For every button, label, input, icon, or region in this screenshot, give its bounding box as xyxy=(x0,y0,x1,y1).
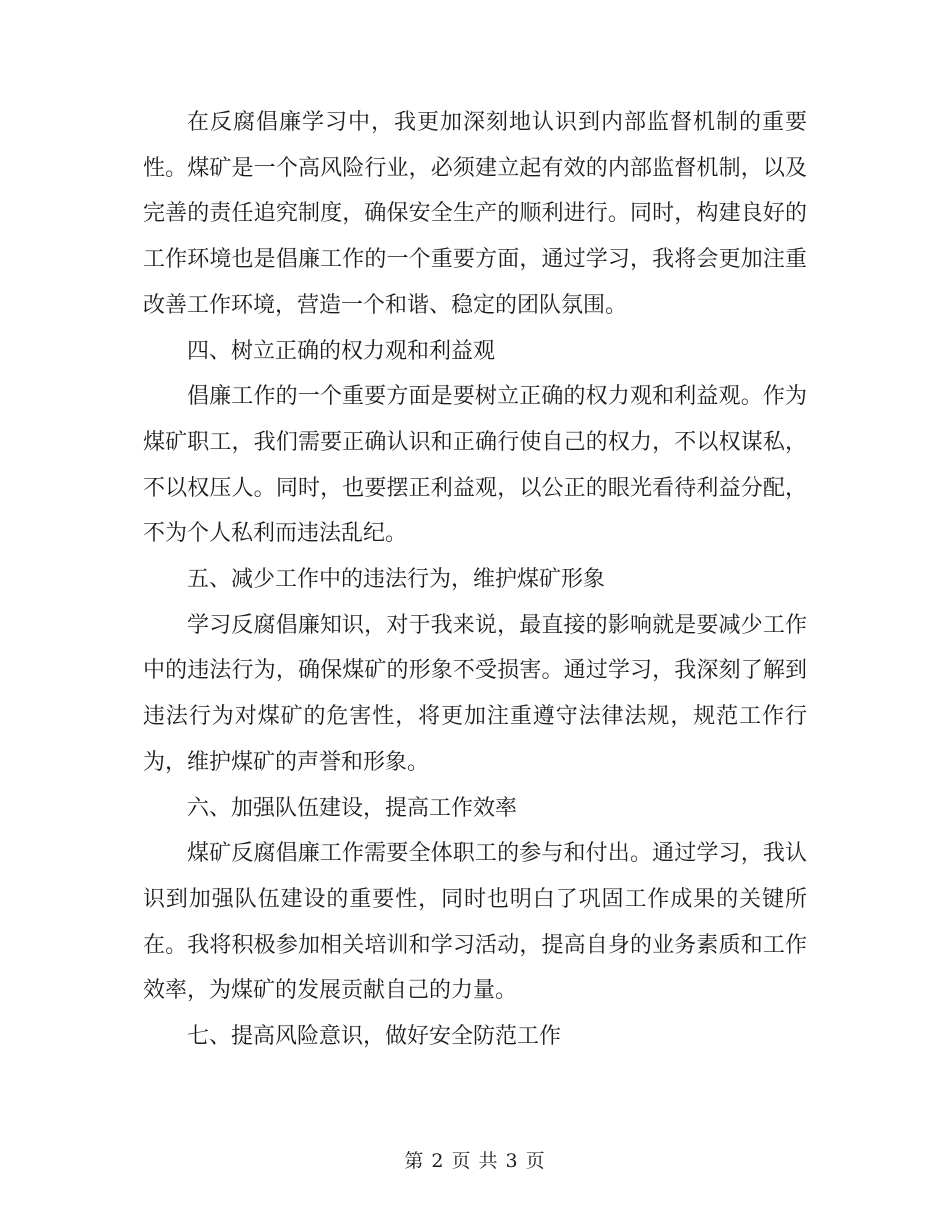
paragraph-team-building: 煤矿反腐倡廉工作需要全体职工的参与和付出。通过学习，我认识到加强队伍建设的重要性，同时也明白了巩固工作成果的关键所在。我将积极参加相关培训和学习活动，提高自身的业务素质和工作效率，为煤矿的发展贡献自己的力量。 xyxy=(143,841,807,1004)
page-number-footer: 第 2 页 共 3 页 xyxy=(404,1150,546,1172)
section-heading-4: 四、树立正确的权力观和利益观 xyxy=(187,338,496,364)
document-body xyxy=(143,100,807,1060)
paragraph-internal-supervision: 在反腐倡廉学习中，我更加深刻地认识到内部监督机制的重要性。煤矿是一个高风险行业，必须建立起有效的内部监督机制，以及完善的责任追究制度，确保安全生产的顺利进行。同时，构建良好的工作环境也是倡廉工作的一个重要方面，通过学习，我将会更加注重改善工作环境，营造一个和谐、稳定的团队氛围。 xyxy=(143,110,807,318)
section-heading-6: 六、加强队伍建设，提高工作效率 xyxy=(187,795,518,821)
section-heading-7: 七、提高风险意识，做好安全防范工作 xyxy=(187,1024,562,1050)
section-heading-5: 五、减少工作中的违法行为，维护煤矿形象 xyxy=(187,567,606,593)
paragraph-reduce-violations: 学习反腐倡廉知识，对于我来说，最直接的影响就是要减少工作中的违法行为，确保煤矿的形象不受损害。通过学习，我深刻了解到违法行为对煤矿的危害性，将更加注重遵守法律法规，规范工作行为，维护煤矿的声誉和形象。 xyxy=(143,612,807,775)
paragraph-power-and-interest: 倡廉工作的一个重要方面是要树立正确的权力观和利益观。作为煤矿职工，我们需要正确认识和正确行使自己的权力，不以权谋私，不以权压人。同时，也要摆正利益观，以公正的眼光看待利益分配，不为个人私利而违法乱纪。 xyxy=(143,384,807,547)
